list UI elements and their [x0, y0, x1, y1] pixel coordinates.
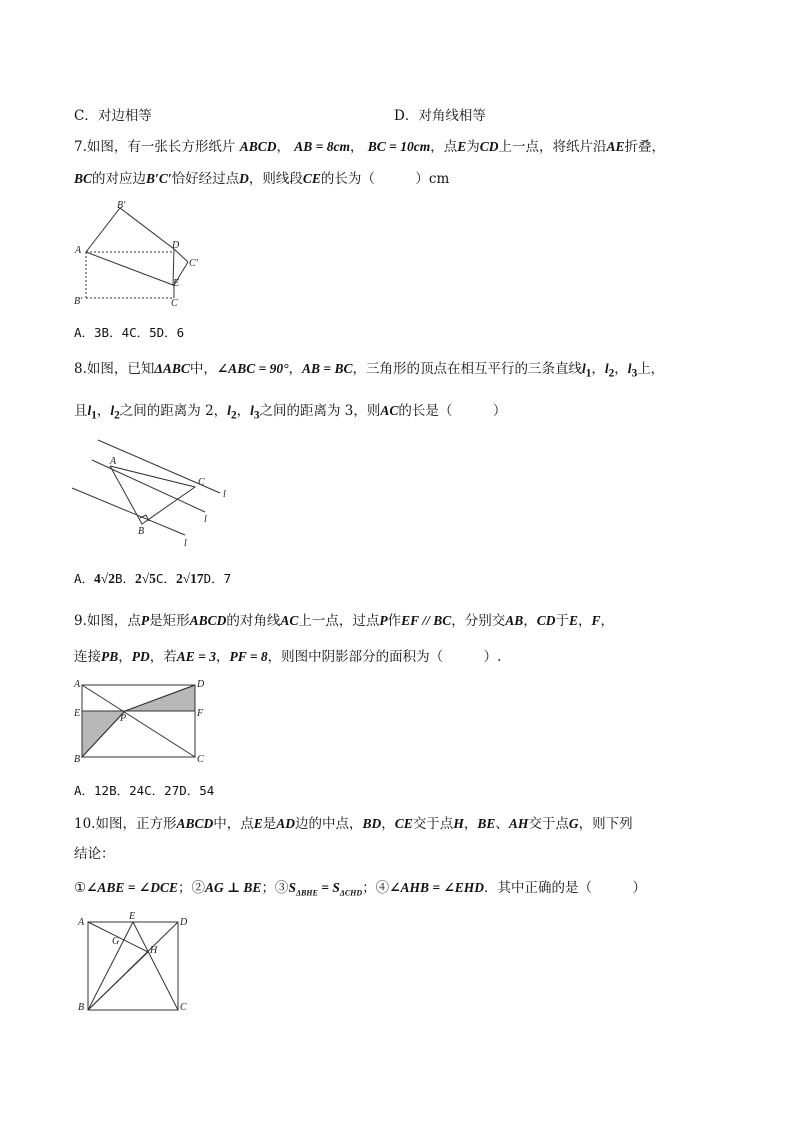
q10-label-h: H: [150, 945, 158, 956]
q10-label-a: A: [78, 917, 85, 928]
q9-stem-line1: 9.如图，点P是矩形ABCD的对角线AC上一点，过点P作EF // BC，分别交AB，CD于E，F，: [74, 613, 615, 629]
q9-label-d: D: [197, 679, 205, 690]
q10-stem-line2: 结论：: [74, 846, 115, 862]
q8-figure: [70, 438, 240, 550]
q7-stem-line2: BC的对应边B′C′恰好经过点D，则线段CE的长为（ ）cm: [74, 171, 450, 187]
q9-label-a: A: [74, 679, 81, 690]
q10-figure: [70, 908, 200, 1016]
q8-options: A．4√2B．2√5C．2√17D．7: [74, 571, 232, 586]
q9-stem-line2: 连接PB，PD，若AE = 3，PF = 8，则图中阴影部分的面积为（ ）.: [74, 649, 502, 665]
q6-option-d: D．对角线相等: [394, 108, 486, 124]
q8-label-c: C: [198, 477, 205, 488]
q7-label-a: A: [75, 245, 82, 256]
q7-figure: [70, 198, 210, 310]
q7-stem-line1: 7.如图，有一张长方形纸片 ABCD， AB = 8cm， BC = 10cm，点E为CD上一点，将纸片沿AE折叠，: [74, 139, 665, 155]
q8-stem-line2: 且$l_1$，$l_2$之间的距离为 2，$l_2$，$l_3$之间的距离为 3，则AC的长是（ ）: [74, 403, 507, 422]
q10-conclusions: ①∠ABE = ∠DCE；②AG ⊥ BE；$③S_{\Delta BHE} = S_{\Delta CHD}$；④∠AHB = ∠EHD．其中正确的是（ ）: [74, 880, 647, 898]
q6-option-c: C．对边相等: [74, 108, 152, 124]
q7-label-c-prime: C′: [189, 258, 198, 269]
q8-label-a: A: [110, 456, 117, 467]
q10-label-d: D: [180, 917, 188, 928]
q7-label-c: C: [171, 298, 178, 309]
q10-label-b: B: [78, 1002, 85, 1013]
q8-label-b: B: [138, 526, 145, 537]
q8-label-l3: l: [184, 538, 187, 549]
q7-label-e: E: [173, 278, 180, 289]
q7-label-b: B′: [74, 296, 83, 307]
q7-options: A．3B．4C．5D．6: [74, 325, 185, 340]
q8-label-l1: l: [223, 489, 226, 500]
q8-label-l2: l: [204, 514, 207, 525]
q9-label-p: P: [120, 713, 127, 724]
q9-label-e: E: [74, 708, 81, 719]
q9-label-b: B: [74, 754, 81, 765]
q9-figure: [70, 676, 220, 768]
q8-stem-line1: 8.如图，已知ΔABC中，∠ABC = 90°，AB = BC，三角形的顶点在相互平行的三条直线$l_1$，$l_2$，$l_3$上，: [74, 361, 665, 380]
q10-label-e: E: [129, 911, 136, 922]
q7-label-d: D: [172, 240, 180, 251]
q10-stem-line1: 10.如图，正方形ABCD中，点E是AD边的中点，BD，CE交于点H，BE、AH交于点G，则下列: [74, 816, 633, 832]
q10-label-c: C: [180, 1002, 187, 1013]
q9-options: A．12B．24C．27D．54: [74, 783, 215, 798]
q9-label-f: F: [197, 708, 204, 719]
q10-label-g: G: [112, 936, 120, 947]
q9-label-c: C: [197, 754, 204, 765]
q7-label-b-prime: B′: [117, 200, 126, 211]
